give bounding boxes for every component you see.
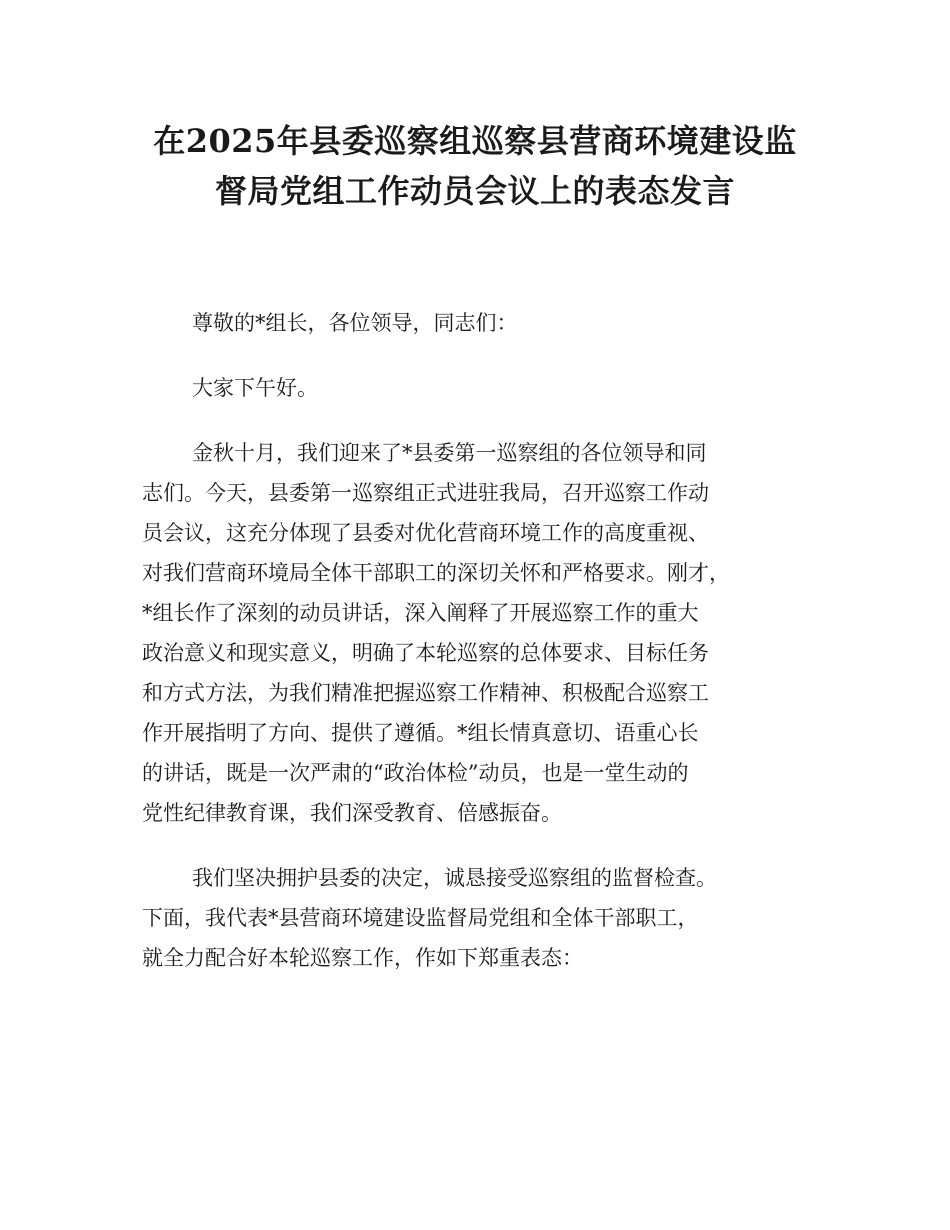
text-line: 对我们营商环境局全体干部职工的深切关怀和严格要求。刚才， [142,561,730,585]
text-line: *组长作了深刻的动员讲话，深入阐释了开展巡察工作的重大 [142,601,699,625]
paragraph-greeting [142,368,832,408]
text-line: 下面，我代表*县营商环境建设监督局党组和全体干部职工， [142,906,699,930]
title-line-1: 在2025年县委巡察组巡察县营商环境建设监 [153,122,797,160]
text-line: 我们坚决拥护县委的决定，诚恳接受巡察组的监督检查。 [192,866,717,890]
text-line: 志们。今天，县委第一巡察组正式进驻我局，召开巡察工作动 [142,481,709,505]
text-line: 和方式方法，为我们精准把握巡察工作精神、积极配合巡察工 [142,681,709,705]
text-line: 尊敬的*组长，各位领导，同志们： [192,311,518,335]
document-body [142,303,832,978]
text-line: 作开展指明了方向、提供了遵循。*组长情真意切、语重心长 [142,721,699,745]
text-line: 金秋十月，我们迎来了*县委第一巡察组的各位领导和同 [192,441,707,465]
text-line: 的讲话，既是一次严肃的“政治体检”动员，也是一堂生动的 [142,761,689,785]
paragraph-salutation [142,303,832,343]
text-line: 员会议，这充分体现了县委对优化营商环境工作的高度重视、 [142,521,709,545]
paragraph-statement [142,858,832,978]
title-line-2: 督局党组工作动员会议上的表态发言 [214,172,735,210]
text-line: 就全力配合好本轮巡察工作，作如下郑重表态： [142,946,583,970]
text-line: 大家下午好。 [192,376,318,400]
text-line: 政治意义和现实意义，明确了本轮巡察的总体要求、目标任务 [142,641,709,665]
text-line: 党性纪律教育课，我们深受教育、倍感振奋。 [142,801,562,825]
paragraph-intro [142,433,832,833]
document-title [100,116,850,216]
